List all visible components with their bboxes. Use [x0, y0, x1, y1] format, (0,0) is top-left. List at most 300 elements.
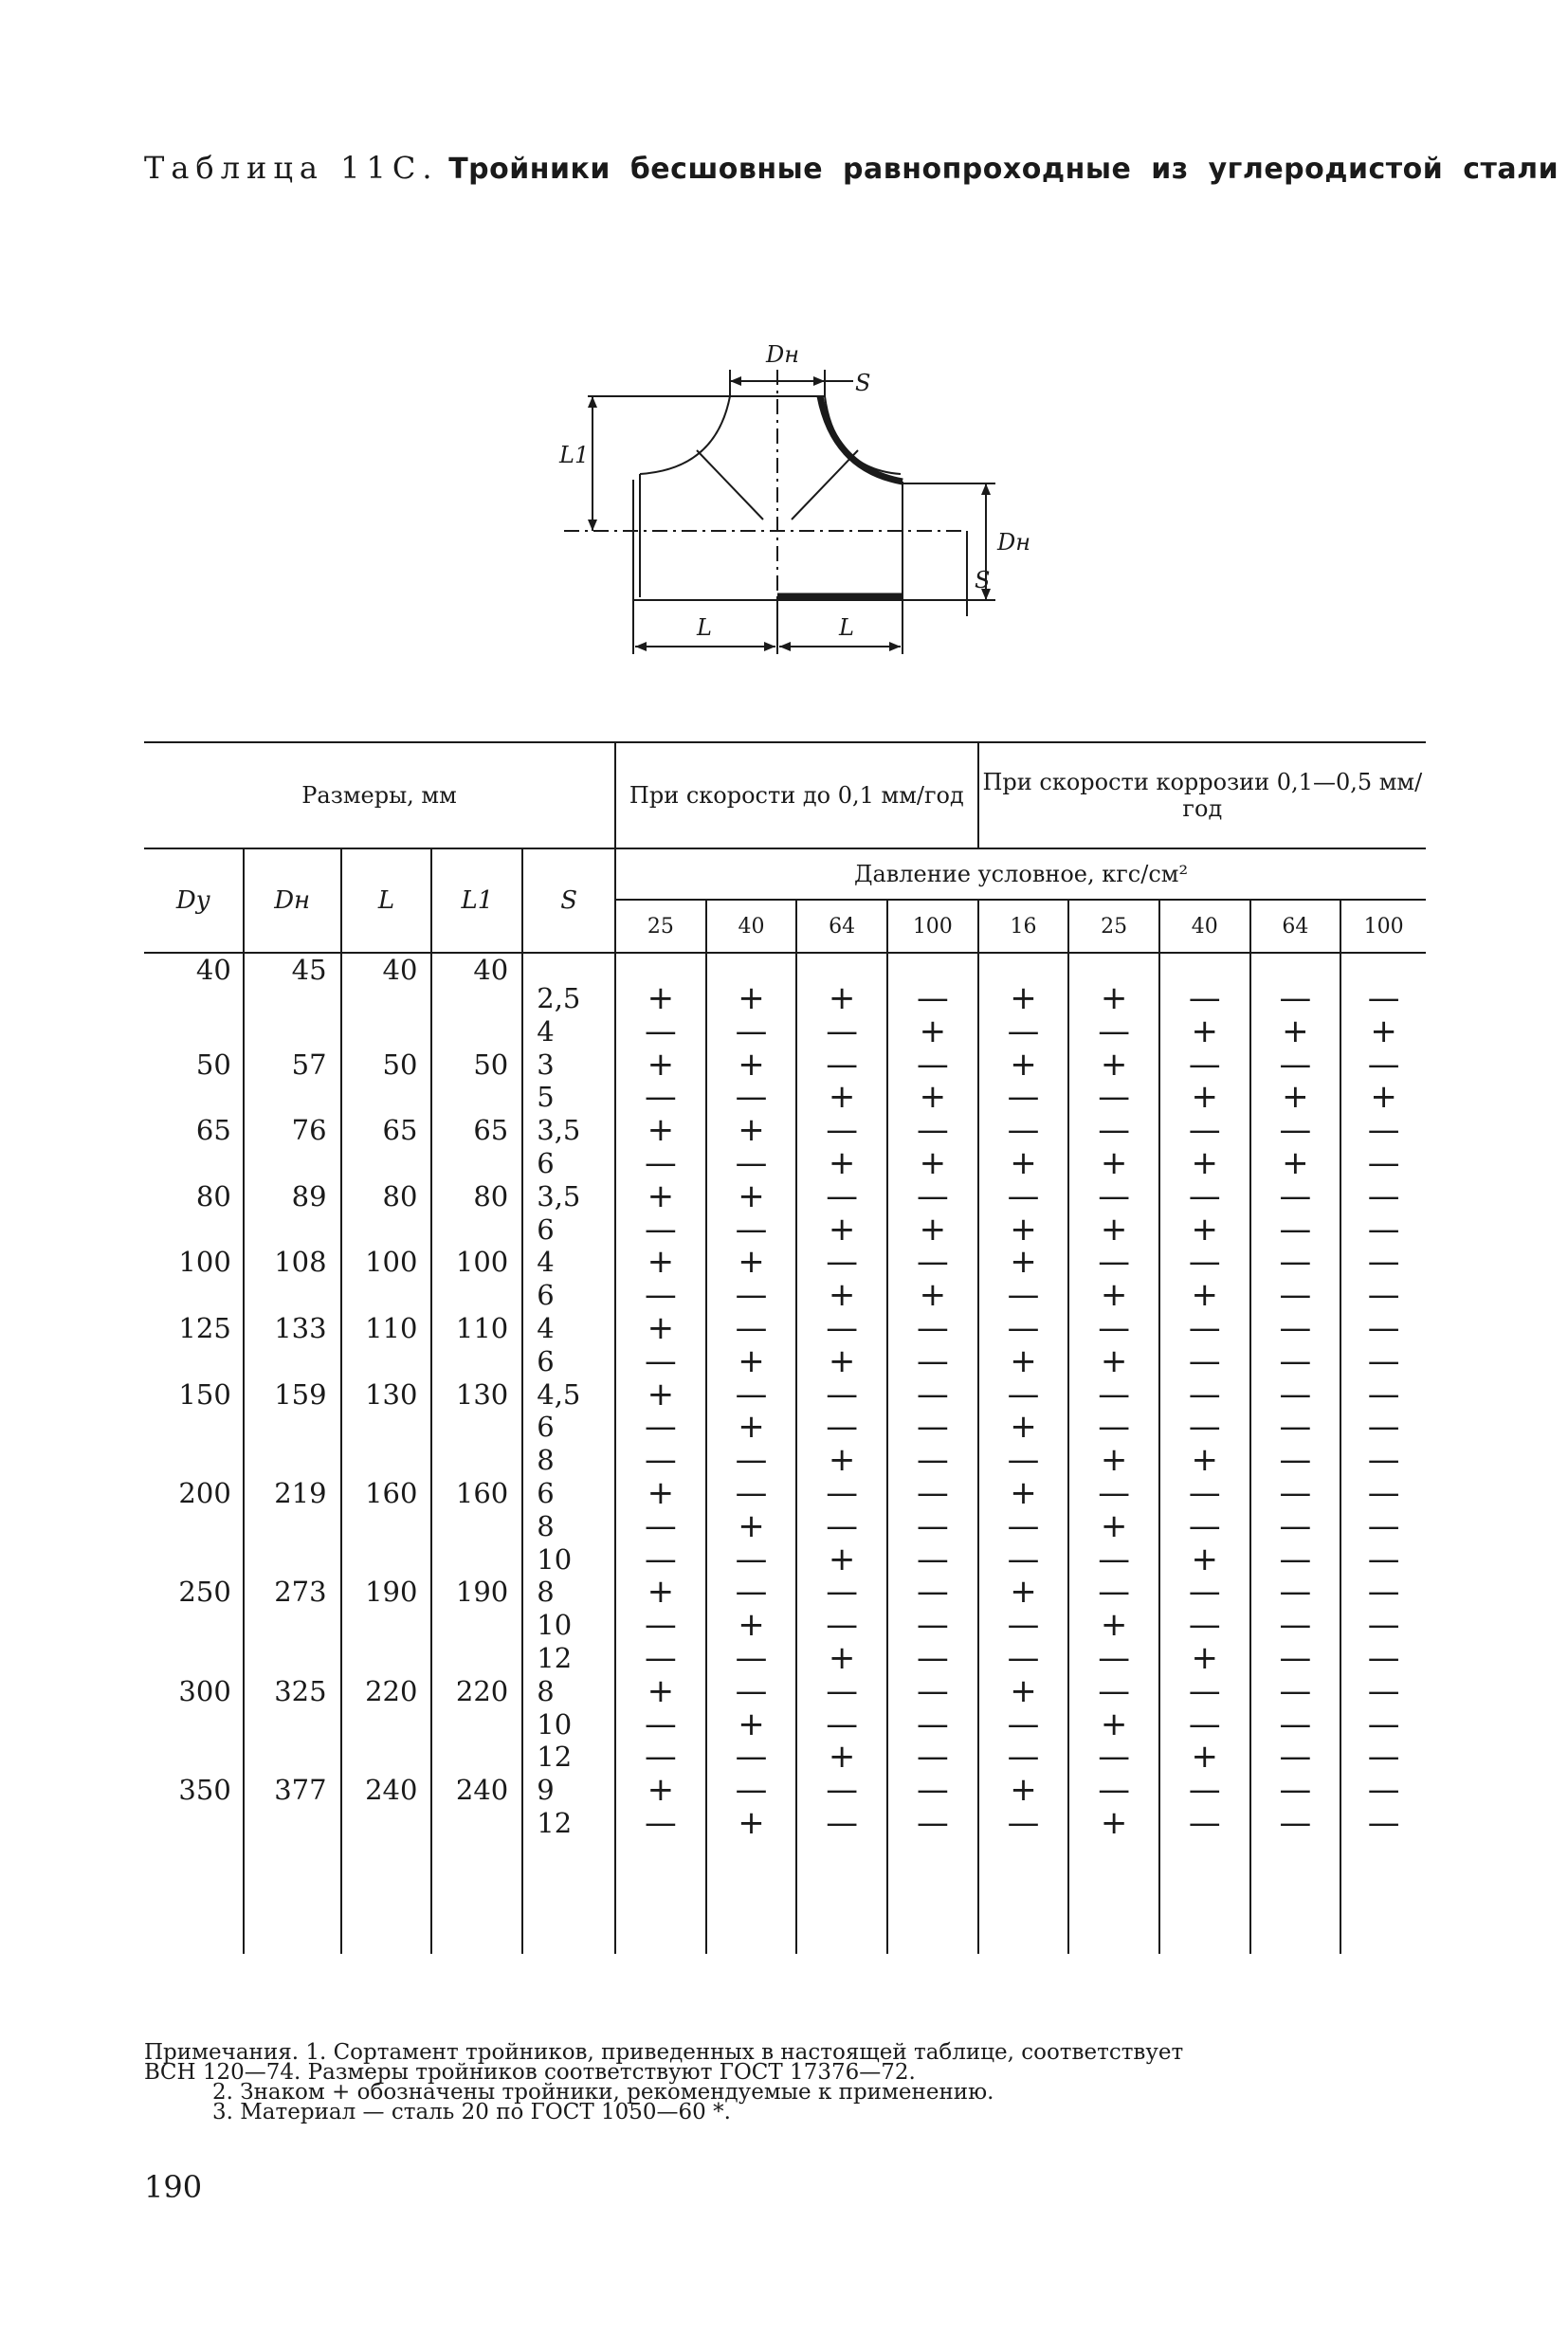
- recommended-mark: +: [1282, 1143, 1309, 1182]
- cell-mark: [978, 1771, 1069, 1842]
- not-recommended-mark: —: [916, 1671, 949, 1710]
- cell-mark: [887, 1771, 978, 1842]
- cell-mark: [1068, 1671, 1159, 1777]
- recommended-mark: +: [1100, 1705, 1128, 1743]
- cell-mark: [796, 1771, 887, 1842]
- cell-mark: [1250, 1045, 1341, 1117]
- recommended-mark: +: [1010, 1408, 1037, 1447]
- recommended-mark: +: [919, 1143, 947, 1182]
- cell-mark: [1159, 1243, 1250, 1315]
- cell-mark: [1340, 1176, 1426, 1249]
- cell-dy: 40: [195, 954, 231, 986]
- label-s-right: S: [975, 567, 991, 593]
- not-recommended-mark: —: [735, 1441, 768, 1480]
- cell-mark: [887, 1473, 978, 1578]
- filler-cell: [1068, 1840, 1159, 1954]
- not-recommended-mark: —: [826, 1045, 859, 1084]
- not-recommended-mark: —: [1098, 1176, 1131, 1215]
- cell-mark: [1159, 953, 1250, 1048]
- cell-mark: [615, 1375, 706, 1480]
- not-recommended-mark: —: [826, 1473, 859, 1512]
- table-row: [144, 1675, 1426, 1774]
- cell-mark: [978, 1243, 1069, 1315]
- not-recommended-mark: —: [1007, 1606, 1040, 1645]
- not-recommended-mark: —: [916, 1243, 949, 1282]
- cell-l: 50: [341, 1048, 432, 1115]
- not-recommended-mark: —: [1367, 1506, 1400, 1545]
- cell-mark: [796, 1045, 887, 1117]
- not-recommended-mark: —: [1367, 1441, 1400, 1480]
- cell-mark: [796, 1308, 887, 1380]
- not-recommended-mark: —: [1367, 1143, 1400, 1182]
- header-pressure: Давление условное, кгс/см²: [615, 848, 1426, 900]
- cell-mark: [1340, 1308, 1426, 1380]
- not-recommended-mark: —: [644, 1606, 677, 1645]
- recommended-mark: +: [828, 1078, 856, 1117]
- not-recommended-mark: —: [1007, 1441, 1040, 1480]
- not-recommended-mark: —: [735, 1671, 768, 1710]
- caption-lead: Таблица 11С.: [144, 150, 439, 186]
- recommended-mark: +: [1010, 1573, 1037, 1612]
- recommended-mark: +: [1191, 1143, 1218, 1182]
- recommended-mark: +: [1010, 1045, 1037, 1084]
- cell-dy: 350: [178, 1774, 231, 1807]
- cell-mark: [1250, 1573, 1341, 1677]
- cell-mark: [1159, 1111, 1250, 1182]
- not-recommended-mark: —: [1367, 1408, 1400, 1447]
- recommended-mark: +: [828, 1143, 856, 1182]
- recommended-mark: +: [647, 1111, 675, 1150]
- col-pressure-8: 100: [1340, 900, 1426, 953]
- thickness-value: 4,5: [537, 1377, 581, 1411]
- cell-mark: [1340, 1045, 1426, 1117]
- not-recommended-mark: —: [826, 1671, 859, 1710]
- cell-mark: [978, 1176, 1069, 1249]
- cell-l1: 40: [431, 953, 522, 1048]
- not-recommended-mark: —: [1279, 1441, 1312, 1480]
- cell-mark: [1250, 1771, 1341, 1842]
- not-recommended-mark: —: [1188, 1671, 1221, 1710]
- not-recommended-mark: —: [1367, 1243, 1400, 1282]
- not-recommended-mark: —: [1098, 1573, 1131, 1612]
- not-recommended-mark: —: [916, 1771, 949, 1810]
- not-recommended-mark: —: [735, 1210, 768, 1249]
- cell-dn: 325: [244, 1675, 341, 1774]
- cell-mark: [1159, 1375, 1250, 1480]
- cell-l: 40: [341, 953, 432, 1048]
- filler-cell: [978, 1840, 1069, 1954]
- not-recommended-mark: —: [1188, 1705, 1221, 1743]
- cell-dn: 76: [244, 1114, 341, 1180]
- not-recommended-mark: —: [644, 1705, 677, 1743]
- cell-mark: [978, 1671, 1069, 1777]
- cell-mark: [1340, 1473, 1426, 1578]
- not-recommended-mark: —: [1279, 1738, 1312, 1777]
- cell-mark: [1250, 1176, 1341, 1249]
- table-row: [144, 1774, 1426, 1840]
- cell-mark: [887, 1243, 978, 1315]
- recommended-mark: +: [1370, 1012, 1397, 1050]
- not-recommended-mark: —: [1098, 1671, 1131, 1710]
- recommended-mark: +: [738, 1408, 765, 1447]
- cell-mark: [1250, 1308, 1341, 1380]
- not-recommended-mark: —: [1279, 1705, 1312, 1743]
- table-row: [144, 1114, 1426, 1180]
- cell-mark: [706, 1308, 797, 1380]
- not-recommended-mark: —: [1367, 979, 1400, 1017]
- recommended-mark: +: [828, 1638, 856, 1677]
- filler-cell: [431, 1840, 522, 1954]
- not-recommended-mark: —: [644, 1078, 677, 1117]
- cell-l1: 110: [431, 1312, 522, 1378]
- thickness-value: 3: [537, 1048, 555, 1081]
- not-recommended-mark: —: [1188, 1573, 1221, 1612]
- not-recommended-mark: —: [1279, 1210, 1312, 1249]
- recommended-mark: +: [828, 979, 856, 1017]
- cell-s: [522, 1576, 615, 1674]
- cell-l: 160: [341, 1477, 432, 1576]
- thickness-value: 10: [537, 1609, 573, 1642]
- thickness-value: 12: [537, 1641, 573, 1674]
- cell-mark: [706, 1771, 797, 1842]
- col-pressure-2: 64: [796, 900, 887, 953]
- recommended-mark: +: [828, 1210, 856, 1249]
- not-recommended-mark: —: [735, 1012, 768, 1050]
- col-pressure-6: 40: [1159, 900, 1250, 953]
- not-recommended-mark: —: [1098, 1771, 1131, 1810]
- not-recommended-mark: —: [1188, 1771, 1221, 1810]
- cell-mark: [887, 1573, 978, 1677]
- not-recommended-mark: —: [1367, 1045, 1400, 1084]
- cell-mark: [978, 1308, 1069, 1380]
- cell-s: [522, 1114, 615, 1180]
- cell-s: [522, 1774, 615, 1840]
- filler-cell: [144, 1840, 244, 1954]
- cell-s: [522, 1246, 615, 1312]
- not-recommended-mark: —: [1007, 1111, 1040, 1150]
- recommended-mark: +: [1010, 1473, 1037, 1512]
- cell-mark: [1340, 1573, 1426, 1677]
- not-recommended-mark: —: [1098, 1638, 1131, 1677]
- not-recommended-mark: —: [1279, 1111, 1312, 1150]
- recommended-mark: +: [738, 979, 765, 1017]
- not-recommended-mark: —: [916, 1176, 949, 1215]
- cell-mark: [1340, 953, 1426, 1048]
- cell-dy: 150: [178, 1377, 231, 1411]
- not-recommended-mark: —: [1279, 1803, 1312, 1842]
- not-recommended-mark: —: [735, 1738, 768, 1777]
- header-fast: При скорости коррозии 0,1—0,5 мм/год: [978, 742, 1426, 848]
- not-recommended-mark: —: [1279, 1276, 1312, 1315]
- not-recommended-mark: —: [1367, 1606, 1400, 1645]
- label-dn-top: Dн: [766, 341, 800, 368]
- not-recommended-mark: —: [1279, 1176, 1312, 1215]
- not-recommended-mark: —: [1188, 1606, 1221, 1645]
- not-recommended-mark: —: [826, 1606, 859, 1645]
- filler-cell: [522, 1840, 615, 1954]
- not-recommended-mark: —: [644, 1341, 677, 1380]
- cell-mark: [887, 1308, 978, 1380]
- cell-l1: 80: [431, 1180, 522, 1247]
- filler-cell: [887, 1840, 978, 1954]
- recommended-mark: +: [647, 979, 675, 1017]
- filler-cell: [706, 1840, 797, 1954]
- recommended-mark: +: [1010, 1671, 1037, 1710]
- table-caption: [144, 150, 1559, 186]
- not-recommended-mark: —: [735, 1473, 768, 1512]
- not-recommended-mark: —: [1279, 1375, 1312, 1413]
- not-recommended-mark: —: [644, 1143, 677, 1182]
- cell-mark: [887, 1671, 978, 1777]
- not-recommended-mark: —: [644, 1408, 677, 1447]
- not-recommended-mark: —: [1098, 1408, 1131, 1447]
- cell-l: 80: [341, 1180, 432, 1247]
- not-recommended-mark: —: [644, 1441, 677, 1480]
- cell-mark: [1068, 1473, 1159, 1578]
- cell-mark: [706, 1045, 797, 1117]
- recommended-mark: +: [738, 1506, 765, 1545]
- not-recommended-mark: —: [1367, 1375, 1400, 1413]
- cell-l1: 160: [431, 1477, 522, 1576]
- recommended-mark: +: [1191, 1738, 1218, 1777]
- cell-dy: 125: [178, 1311, 231, 1344]
- cell-mark: [887, 1045, 978, 1117]
- cell-mark: [706, 1111, 797, 1182]
- col-pressure-1: 40: [706, 900, 797, 953]
- recommended-mark: +: [647, 1671, 675, 1710]
- thickness-value: 4: [537, 1311, 555, 1344]
- not-recommended-mark: —: [1188, 1506, 1221, 1545]
- cell-mark: [1159, 1671, 1250, 1777]
- cell-mark: [1250, 1111, 1341, 1182]
- not-recommended-mark: —: [1279, 1308, 1312, 1347]
- header-sizes: Размеры, мм: [144, 742, 615, 848]
- thickness-value: 9: [537, 1774, 555, 1807]
- cell-l1: 50: [431, 1048, 522, 1115]
- cell-l: 130: [341, 1378, 432, 1477]
- not-recommended-mark: —: [1279, 1473, 1312, 1512]
- cell-mark: [796, 1473, 887, 1578]
- cell-l: 220: [341, 1675, 432, 1774]
- not-recommended-mark: —: [735, 1375, 768, 1413]
- not-recommended-mark: —: [735, 1078, 768, 1117]
- thickness-value: 2,5: [537, 982, 581, 1014]
- not-recommended-mark: —: [1367, 1176, 1400, 1215]
- note-2: 2. Знаком + обозначены тройники, рекомендуемые к применению.: [212, 2080, 994, 2105]
- cell-l1: 240: [431, 1774, 522, 1840]
- cell-l: 240: [341, 1774, 432, 1840]
- not-recommended-mark: —: [1367, 1638, 1400, 1677]
- not-recommended-mark: —: [1098, 1111, 1131, 1150]
- not-recommended-mark: —: [644, 1738, 677, 1777]
- not-recommended-mark: —: [735, 1276, 768, 1315]
- cell-mark: [1159, 1573, 1250, 1677]
- cell-dn: 57: [244, 1048, 341, 1115]
- not-recommended-mark: —: [916, 1408, 949, 1447]
- filler-cell: [341, 1840, 432, 1954]
- cell-mark: [1068, 1243, 1159, 1315]
- cell-mark: [706, 1375, 797, 1480]
- not-recommended-mark: —: [826, 1705, 859, 1743]
- tee-drawing: [550, 313, 1043, 664]
- filler-cell: [244, 1840, 341, 1954]
- thickness-value: 8: [537, 1509, 555, 1542]
- recommended-mark: +: [1370, 1078, 1397, 1117]
- recommended-mark: +: [1100, 1441, 1128, 1480]
- cell-mark: [1068, 953, 1159, 1048]
- filler-cell: [615, 1840, 706, 1954]
- not-recommended-mark: —: [1007, 1276, 1040, 1315]
- cell-mark: [1250, 1243, 1341, 1315]
- cell-mark: [1068, 1375, 1159, 1480]
- recommended-mark: +: [647, 1308, 675, 1347]
- cell-s: [522, 1048, 615, 1115]
- recommended-mark: +: [1100, 1143, 1128, 1182]
- not-recommended-mark: —: [1188, 1045, 1221, 1084]
- cell-mark: [796, 953, 887, 1048]
- cell-mark: [887, 1375, 978, 1480]
- recommended-mark: +: [919, 1078, 947, 1117]
- not-recommended-mark: —: [1367, 1771, 1400, 1810]
- cell-mark: [1068, 1045, 1159, 1117]
- not-recommended-mark: —: [1007, 1803, 1040, 1842]
- cell-dy: 250: [178, 1576, 231, 1609]
- cell-dy: 50: [195, 1048, 231, 1081]
- cell-mark: [1159, 1771, 1250, 1842]
- recommended-mark: +: [738, 1341, 765, 1380]
- cell-l1: 130: [431, 1378, 522, 1477]
- cell-mark: [887, 1111, 978, 1182]
- not-recommended-mark: —: [916, 1606, 949, 1645]
- note-3: 3. Материал — сталь 20 по ГОСТ 1050—60 *.: [212, 2100, 731, 2124]
- cell-mark: [706, 1473, 797, 1578]
- recommended-mark: +: [647, 1473, 675, 1512]
- cell-mark: [796, 1111, 887, 1182]
- not-recommended-mark: —: [1007, 1705, 1040, 1743]
- recommended-mark: +: [1010, 1771, 1037, 1810]
- table-row: [144, 1312, 1426, 1378]
- recommended-mark: +: [1191, 1210, 1218, 1249]
- not-recommended-mark: —: [1367, 1671, 1400, 1710]
- col-pressure-4: 16: [978, 900, 1069, 953]
- recommended-mark: +: [1010, 1341, 1037, 1380]
- not-recommended-mark: —: [916, 1045, 949, 1084]
- not-recommended-mark: —: [1188, 1408, 1221, 1447]
- cell-dn: 377: [244, 1774, 341, 1840]
- not-recommended-mark: —: [735, 1771, 768, 1810]
- not-recommended-mark: —: [644, 1276, 677, 1315]
- not-recommended-mark: —: [916, 1111, 949, 1150]
- label-l1: L1: [559, 442, 590, 468]
- not-recommended-mark: —: [1279, 1671, 1312, 1710]
- not-recommended-mark: —: [735, 1143, 768, 1182]
- not-recommended-mark: —: [1007, 1308, 1040, 1347]
- not-recommended-mark: —: [1007, 1540, 1040, 1578]
- cell-mark: [978, 1473, 1069, 1578]
- cell-mark: [615, 1473, 706, 1578]
- label-dn-right: Dн: [997, 529, 1031, 556]
- not-recommended-mark: —: [1098, 1473, 1131, 1512]
- not-recommended-mark: —: [916, 979, 949, 1017]
- table-notes: [144, 2040, 1433, 2124]
- thickness-value: 10: [537, 1707, 573, 1741]
- not-recommended-mark: —: [1279, 1341, 1312, 1380]
- thickness-value: 6: [537, 1476, 555, 1509]
- cell-mark: [978, 953, 1069, 1048]
- thickness-value: 6: [537, 1279, 555, 1312]
- not-recommended-mark: —: [916, 1573, 949, 1612]
- not-recommended-mark: —: [1188, 1243, 1221, 1282]
- not-recommended-mark: —: [1188, 979, 1221, 1017]
- not-recommended-mark: —: [1188, 1176, 1221, 1215]
- cell-mark: [615, 1573, 706, 1677]
- not-recommended-mark: —: [826, 1111, 859, 1150]
- recommended-mark: +: [1100, 1276, 1128, 1315]
- recommended-mark: +: [1191, 1638, 1218, 1677]
- recommended-mark: +: [1010, 1243, 1037, 1282]
- cell-s: [522, 1180, 615, 1247]
- cell-mark: [706, 1176, 797, 1249]
- filler-cell: [1250, 1840, 1341, 1954]
- recommended-mark: +: [1191, 1540, 1218, 1578]
- cell-mark: [796, 1573, 887, 1677]
- cell-dn: 45: [244, 953, 341, 1048]
- cell-mark: [978, 1045, 1069, 1117]
- recommended-mark: +: [1100, 1606, 1128, 1645]
- not-recommended-mark: —: [1367, 1573, 1400, 1612]
- cell-dy: 200: [178, 1476, 231, 1509]
- not-recommended-mark: —: [1098, 1375, 1131, 1413]
- cell-mark: [615, 1671, 706, 1777]
- thickness-value: 8: [537, 1674, 555, 1707]
- not-recommended-mark: —: [1279, 1771, 1312, 1810]
- cell-s: [522, 1675, 615, 1774]
- page-number: 190: [144, 2169, 203, 2205]
- table-row: [144, 1477, 1426, 1576]
- not-recommended-mark: —: [1188, 1111, 1221, 1150]
- thickness-value: 4: [537, 1246, 555, 1279]
- not-recommended-mark: —: [1367, 1308, 1400, 1347]
- not-recommended-mark: —: [1188, 1375, 1221, 1413]
- cell-dn: 133: [244, 1312, 341, 1378]
- cell-mark: [1159, 1308, 1250, 1380]
- cell-mark: [706, 1243, 797, 1315]
- cell-dn: 89: [244, 1180, 341, 1247]
- cell-mark: [1340, 1771, 1426, 1842]
- cell-mark: [796, 1176, 887, 1249]
- table-filler: [144, 1840, 1426, 1954]
- not-recommended-mark: —: [916, 1705, 949, 1743]
- cell-mark: [1068, 1176, 1159, 1249]
- cell-mark: [978, 1573, 1069, 1677]
- cell-mark: [1340, 1375, 1426, 1480]
- header-slow: При скорости до 0,1 мм/год: [615, 742, 978, 848]
- recommended-mark: +: [1010, 1210, 1037, 1249]
- not-recommended-mark: —: [916, 1540, 949, 1578]
- cell-mark: [706, 1671, 797, 1777]
- not-recommended-mark: —: [916, 1638, 949, 1677]
- not-recommended-mark: —: [1367, 1803, 1400, 1842]
- cell-dn: 273: [244, 1576, 341, 1674]
- not-recommended-mark: —: [1367, 1540, 1400, 1578]
- not-recommended-mark: —: [1367, 1341, 1400, 1380]
- cell-s: [522, 953, 615, 1048]
- not-recommended-mark: —: [1098, 1243, 1131, 1282]
- cell-l: 100: [341, 1246, 432, 1312]
- not-recommended-mark: —: [644, 1540, 677, 1578]
- cell-mark: [615, 1176, 706, 1249]
- recommended-mark: +: [828, 1738, 856, 1777]
